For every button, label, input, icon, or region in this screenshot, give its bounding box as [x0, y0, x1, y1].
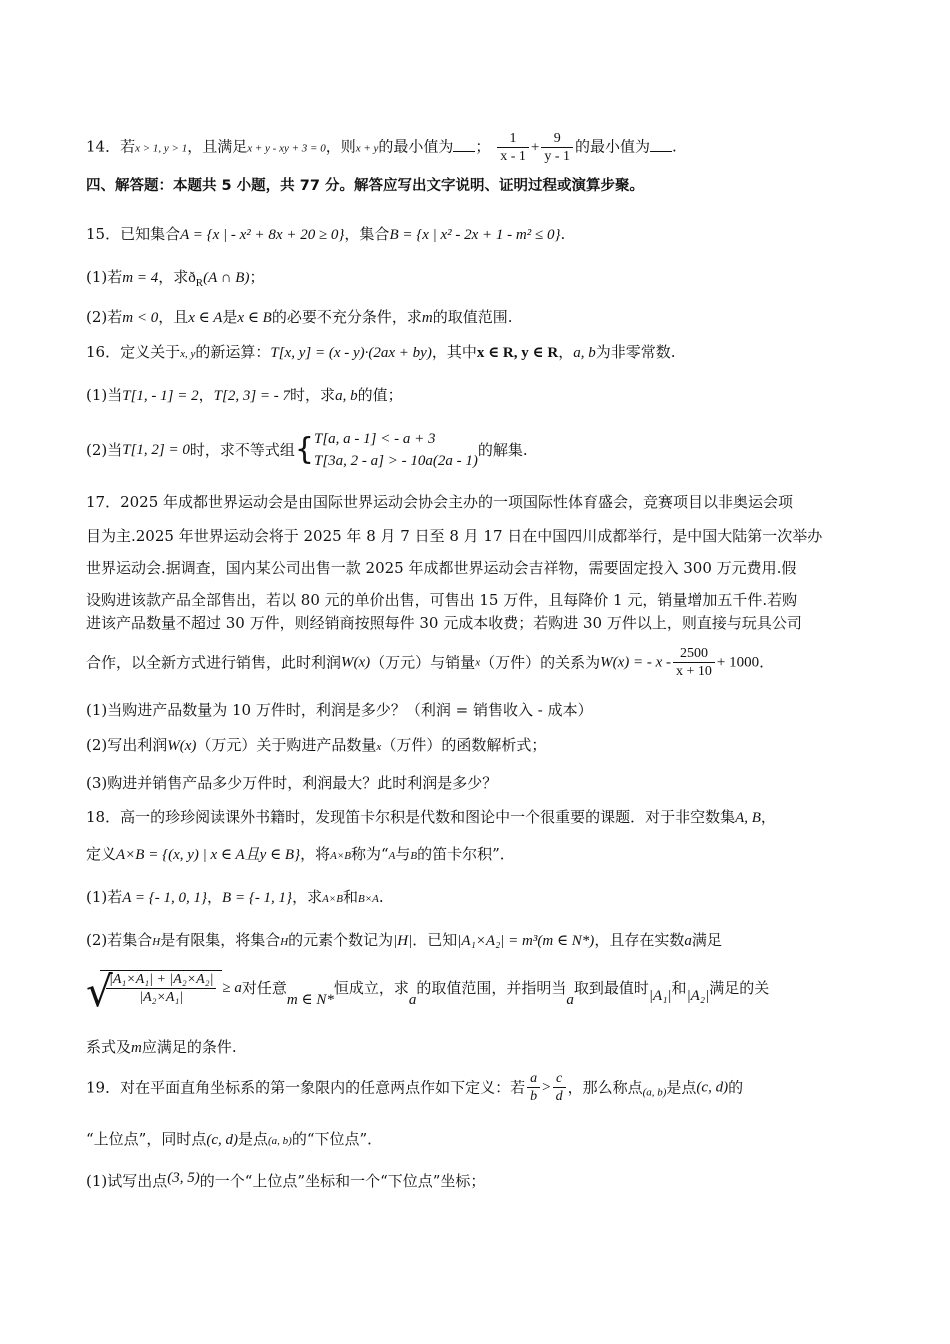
- q19-line-1: [86, 1070, 743, 1112]
- complement-symbol: ð: [188, 270, 196, 286]
- math: a: [684, 933, 692, 949]
- text: 是点: [666, 1078, 697, 1097]
- text: （万元）与销量: [370, 653, 476, 672]
- text: 时，求: [290, 386, 336, 404]
- operation-definition: T[x, y] = (x - y)·(2ax + by): [270, 345, 432, 361]
- q15-text: 15．已知集合: [86, 225, 181, 243]
- q14-condition: x > 1, y > 1: [135, 142, 188, 155]
- math: |A₁×A₂| = m³(m ∈ N*): [457, 933, 595, 949]
- frac-num: 1: [497, 130, 529, 148]
- text: 是: [222, 308, 238, 326]
- text: 和: [671, 979, 687, 997]
- q17-line-5: 进该产品数量不超过 30 万件，则经销商按照每件 30 元成本收费；若购进 30 万件以上，则直接与玩具公司: [86, 614, 802, 632]
- text: 19．对在平面直角坐标系的第一象限内的任意两点作如下定义：若: [86, 1078, 526, 1097]
- part-label: (1)若: [86, 888, 123, 906]
- frac-den: x - 1: [500, 149, 526, 164]
- math: B = {- 1, 1}: [222, 890, 293, 906]
- inequality-system: [314, 428, 478, 472]
- q14-fraction-1: [497, 130, 529, 165]
- math: m = 4: [122, 270, 159, 286]
- math: m: [421, 310, 433, 326]
- text: ，: [198, 386, 214, 404]
- answer-blank: [650, 139, 672, 152]
- part-label: (1)当: [86, 386, 123, 404]
- text: 的必要不充分条件，求: [271, 308, 422, 326]
- q14-prefix: 14．若: [86, 137, 136, 156]
- q17-line-4: 设购进该款产品全部售出，若以 80 元的单价出售，可售出 15 万件，且每降价 1 元，销量增加五千件.若购: [86, 591, 798, 609]
- math: (3, 5): [167, 1170, 200, 1186]
- frac-den: d: [555, 1089, 563, 1104]
- inequality-2: T[3a, 2 - a] > - 10a(2a - 1): [314, 453, 478, 469]
- sqrt-expression: [86, 967, 222, 1016]
- text: ；: [249, 268, 265, 286]
- q14-text: 的最小值为: [378, 137, 454, 156]
- text: （万件）的函数解析式；: [381, 736, 547, 754]
- q15-text: .: [560, 225, 566, 243]
- math: T[1, 2] = 0: [122, 442, 190, 458]
- text: 系式及: [86, 1038, 132, 1056]
- question-16: [86, 341, 676, 365]
- math: H: [152, 936, 161, 948]
- part-label: (2)若: [86, 308, 123, 326]
- text: 的: [728, 1078, 744, 1097]
- c-over-d: [553, 1070, 566, 1105]
- q16-text: 16．定义关于: [86, 343, 181, 361]
- set-a: A = {x | - x² + 8x + 20 ≥ 0}: [180, 227, 345, 243]
- q15-part-2: [86, 306, 512, 329]
- text: 定义: [86, 845, 117, 863]
- q18-line-6: [86, 1036, 237, 1059]
- section-header: 四、解答题：本题共 5 小题，共 77 分。解答应写出文字说明、证明过程或演算步聚。: [86, 178, 644, 194]
- text: ，且存在实数: [594, 931, 685, 949]
- text: 是点: [238, 1130, 269, 1148]
- q18-part-1: [86, 886, 384, 910]
- answer-blank: [453, 139, 475, 152]
- q18-line-1: [86, 806, 776, 829]
- math: A×B: [322, 893, 343, 905]
- text: ，: [760, 808, 776, 826]
- q17-part-3: (3)购进并销售产品多少万件时，利润最大？此时利润是多少？: [86, 774, 498, 792]
- text: 恒成立，求: [333, 979, 409, 997]
- inequality-1: T[a, a - 1] < - a + 3: [314, 431, 436, 447]
- text: 取到最值时: [573, 979, 649, 997]
- math: a: [408, 992, 417, 1008]
- math: + 1000: [716, 654, 760, 671]
- q17-line-3: 世界运动会.据调查，国内某公司出售一款 2025 年成都世界运动会吉祥物，需要固定投入 300 万元费用.假: [86, 559, 797, 577]
- math: x, y: [180, 348, 196, 360]
- math: x: [475, 656, 481, 669]
- frac-num: a: [527, 1070, 540, 1088]
- text: “上位点”，同时点: [86, 1130, 207, 1148]
- part-label: (1)试写出点: [86, 1172, 168, 1190]
- math: |H|: [393, 933, 413, 949]
- text: （万元）关于购进产品数量: [196, 736, 377, 754]
- frac-num: 2500: [673, 645, 715, 663]
- text: 满足的关: [709, 979, 770, 997]
- text: ，: [207, 888, 223, 906]
- text: 对任意: [241, 979, 287, 997]
- q17-line-6: [86, 645, 764, 685]
- math: x ∈ B: [237, 310, 272, 326]
- math: W(x): [167, 738, 197, 754]
- text: 的一个“上位点”坐标和一个“下位点”坐标；: [199, 1172, 486, 1190]
- math: W(x) = - x -: [600, 654, 672, 671]
- radical-sign: √: [86, 967, 113, 1016]
- text: 与: [395, 845, 411, 863]
- text: .: [759, 653, 764, 672]
- text: 18．高一的珍珍阅读课外书籍时，发现笛卡尔积是代数和图论中一个很重要的课题．对于非空数集: [86, 808, 736, 826]
- math: T[1, - 1] = 2: [122, 388, 199, 404]
- math: (a, b): [268, 1135, 292, 1147]
- q15-part-1: [86, 266, 264, 294]
- text: 的“下位点”．: [291, 1130, 383, 1148]
- q14-text: ，且满足: [187, 137, 248, 156]
- frac-den: b: [530, 1089, 538, 1104]
- math: (c, d): [206, 1132, 238, 1148]
- math: x: [376, 741, 382, 753]
- text: .: [378, 888, 384, 906]
- q14-text: 的最小值为: [575, 137, 651, 156]
- q17-part-2: [86, 734, 546, 758]
- q18-line-5: [86, 967, 770, 1026]
- math: ≥ a: [222, 980, 242, 996]
- math: a, b: [335, 388, 358, 404]
- math: m < 0: [122, 310, 159, 326]
- text: 的取值范围.: [432, 308, 513, 326]
- subscript: R: [195, 277, 204, 289]
- part-label: (2)当: [86, 441, 123, 459]
- math: x ∈ R, y ∈ R: [476, 345, 559, 361]
- math: m: [131, 1040, 142, 1056]
- radicand-fraction: [106, 971, 216, 1006]
- q16-text: ，: [558, 343, 574, 361]
- math: (c, d): [696, 1079, 729, 1096]
- text: 的笛卡尔积”．: [417, 845, 515, 863]
- part-label: (2)若集合: [86, 931, 153, 949]
- text: 是有限集，将集合: [160, 931, 281, 949]
- q16-text: 为非零常数.: [595, 343, 676, 361]
- q16-part-1: [86, 384, 403, 407]
- text: 的值；: [357, 386, 403, 404]
- math: A: [388, 850, 396, 862]
- q14-text: .: [672, 137, 677, 156]
- plus-sign: +: [530, 139, 540, 156]
- text: 的取值范围，并指明当: [416, 979, 567, 997]
- part-label: (2)写出利润: [86, 736, 168, 754]
- math: W(x): [341, 654, 371, 671]
- text: ．已知: [412, 931, 458, 949]
- math: x ∈ A: [188, 310, 223, 326]
- left-brace: {: [294, 432, 314, 467]
- profit-fraction: [673, 645, 715, 680]
- math: A, B: [735, 810, 761, 826]
- q14-text: ；: [475, 137, 491, 156]
- frac-den: |A₂×A₁|: [139, 990, 184, 1005]
- q17-part-1: (1)当购进产品数量为 10 万件时，利润是多少？（利润 = 销售收入 - 成本）: [86, 701, 593, 719]
- math: a, b: [573, 345, 596, 361]
- math: a: [566, 992, 574, 1008]
- text: ，求: [158, 268, 189, 286]
- math: |A₂|: [686, 988, 710, 1004]
- q16-text: 的新运算：: [195, 343, 271, 361]
- text: ，且: [158, 308, 189, 326]
- cartesian-definition: A×B = {(x, y) | x ∈ A且y ∈ B}: [116, 847, 301, 863]
- math: (a, b): [642, 1086, 667, 1099]
- frac-num: |A₁×A₁| + |A₂×A₂|: [106, 971, 216, 989]
- text: ，求: [292, 888, 323, 906]
- frac-num: c: [553, 1070, 566, 1088]
- text: ，将: [300, 845, 331, 863]
- part-label: (1)若: [86, 268, 123, 286]
- q14-expression: x + y: [355, 142, 379, 155]
- q18-line-2: [86, 843, 515, 867]
- q16-text: ，其中: [431, 343, 477, 361]
- math: B×A: [357, 893, 379, 905]
- text: ，那么称点: [567, 1078, 643, 1097]
- question-14: [86, 130, 677, 165]
- greater-than: >: [542, 1079, 551, 1096]
- text: 的解集.: [477, 441, 528, 459]
- math: T[2, 3] = - 7: [213, 388, 291, 404]
- text: 合作，以全新方式进行销售，此时利润: [86, 653, 342, 672]
- math: A = {- 1, 0, 1}: [122, 890, 208, 906]
- text: 的元素个数记为: [288, 931, 394, 949]
- q15-text: ，集合: [344, 225, 390, 243]
- math: H: [280, 936, 289, 948]
- set-b: B = {x | x² - 2x + 1 - m² ≤ 0}: [389, 227, 561, 243]
- math: (A ∩ B): [203, 270, 250, 286]
- text: 满足: [691, 931, 722, 949]
- frac-den: y - 1: [544, 149, 571, 164]
- text: 称为“: [350, 845, 389, 863]
- q17-line-2: 目为主.2025 年世界运动会将于 2025 年 8 月 7 日至 8 月 17 日在中国四川成都举行，是中国大陆第一次举办: [86, 527, 823, 545]
- text: 和: [342, 888, 358, 906]
- text: 应满足的条件.: [141, 1038, 237, 1056]
- text: 时，求不等式组: [189, 441, 295, 459]
- q16-part-2: [86, 428, 528, 474]
- math: |A₁|: [648, 988, 672, 1004]
- q14-fraction-2: [541, 130, 573, 165]
- q19-line-2: [86, 1128, 382, 1152]
- text: （万件）的关系为: [480, 653, 601, 672]
- q14-text: ，则: [325, 137, 356, 156]
- q18-part-2: [86, 929, 722, 953]
- frac-den: x + 10: [676, 664, 712, 679]
- radicand: [100, 970, 222, 1006]
- math: m ∈ N*: [286, 992, 334, 1008]
- math: A×B: [330, 850, 351, 862]
- math: B: [410, 850, 418, 862]
- frac-num: 9: [541, 130, 573, 148]
- q14-equation: x + y - xy + 3 = 0: [247, 142, 326, 155]
- q19-part-1: [86, 1167, 485, 1192]
- a-over-b: [527, 1070, 540, 1105]
- q17-line-1: 17．2025 年成都世界运动会是由国际世界运动会协会主办的一项国际性体育盛会，竞赛项目以非奥运会项: [86, 493, 794, 511]
- question-15: [86, 223, 565, 246]
